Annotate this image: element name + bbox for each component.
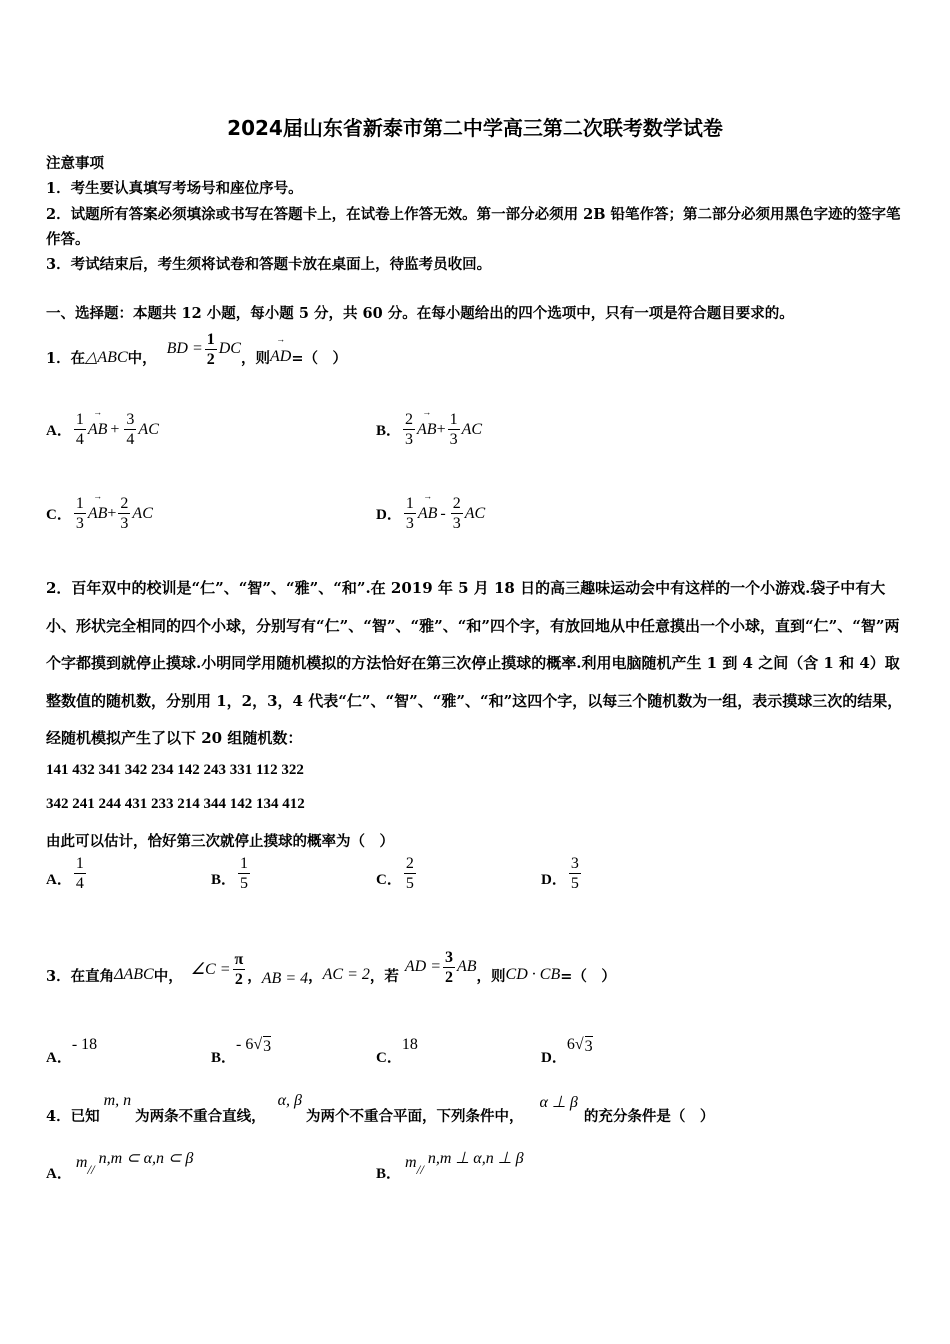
q3-angle: ∠C = xyxy=(190,961,231,978)
vector-ac: AC xyxy=(464,504,486,522)
vector-ac: AC xyxy=(132,504,153,522)
notice-heading: 注意事项 xyxy=(46,155,104,172)
option-letter: A． xyxy=(46,1166,72,1182)
q3-if: ，若 xyxy=(369,967,399,985)
option-m: m xyxy=(75,1154,88,1171)
q4-mid1: 为两条不重合直线， xyxy=(135,1108,266,1125)
q1-dc: DC xyxy=(218,340,241,357)
q4-mid2: 为两个不重合平面，下列条件中， xyxy=(306,1108,524,1125)
q3-then: ，则 xyxy=(476,967,506,985)
q1-option-c[interactable]: C． $\frac{1}{3}$ → AB + $\frac{2}{3}$ AC xyxy=(46,494,153,533)
vector-ab: → AB xyxy=(88,505,108,523)
vector-ab: → AB xyxy=(88,421,108,439)
q1-bd-expr xyxy=(167,330,241,369)
q2-random-row-1: 141 432 341 342 234 142 243 331 112 322 xyxy=(46,762,304,778)
q3-ab2: AB xyxy=(457,958,477,975)
q3-ac: AC = 2 xyxy=(322,966,370,983)
option-letter: B． xyxy=(376,1166,402,1182)
q1-mid: 中， xyxy=(127,349,157,367)
operator: + xyxy=(107,504,117,522)
vector-ac: AC xyxy=(461,420,483,438)
q2-option-a[interactable]: A． $\frac{1}{4}$ xyxy=(46,855,84,892)
q4-alpha-beta: α, β xyxy=(277,1092,303,1109)
q3-option-c[interactable] xyxy=(376,1036,418,1067)
notice-item-1: 1．考生要认真填写考场号和座位序号。 xyxy=(46,180,303,197)
option-rest: n,m ⊥ α,n ⊥ β xyxy=(427,1150,524,1167)
q1-option-d[interactable]: D． $\frac{1}{3}$ → AB - $\frac{2}{3}$ AC xyxy=(376,494,485,533)
q4-mn: m, n xyxy=(103,1092,132,1109)
option-rest: n,m ⊂ α,n ⊂ β xyxy=(98,1150,194,1167)
q1-tail: =（ ） xyxy=(291,349,347,367)
q4-option-a[interactable] xyxy=(46,1148,193,1183)
q1-ad: → AD xyxy=(270,348,291,366)
q4-perp: α ⊥ β xyxy=(539,1094,578,1111)
q4-prefix: 4．已知 xyxy=(46,1108,100,1125)
q1-then: ，则 xyxy=(240,349,270,367)
q1-option-b[interactable]: B． $\frac{2}{3}$ → AB + $\frac{1}{3}$ AC xyxy=(376,410,482,449)
q3-mid: 中， xyxy=(153,967,183,985)
parallel-symbol: // xyxy=(416,1162,424,1177)
q3-ad: AD = xyxy=(404,958,441,975)
option-root: 3 xyxy=(584,1038,593,1055)
notice-item-3: 3．考试结束后，考生须将试卷和答题卡放在桌面上，待监考员收回。 xyxy=(46,256,492,273)
question-4 xyxy=(46,1092,714,1132)
option-m: m xyxy=(405,1154,417,1171)
q4-option-b[interactable] xyxy=(376,1148,524,1183)
option-value: 18 xyxy=(401,1036,418,1053)
q3-tail: =（ ） xyxy=(560,967,616,985)
option-letter: B． xyxy=(211,872,237,888)
q3-prefix: 3．在直角 xyxy=(46,967,115,985)
option-letter: B． xyxy=(211,1050,237,1066)
vector-ab: → AB xyxy=(417,421,437,439)
q3-expr: CD · CB xyxy=(505,966,561,983)
question-1 xyxy=(46,332,347,382)
q3-comma: ， xyxy=(308,967,323,985)
q3-ad-expr: AD = $\frac{3}{2}$ AB xyxy=(404,948,477,986)
q1-bd: BD = xyxy=(166,340,203,357)
q3-triangle: ΔABC xyxy=(114,966,154,983)
q1-prefix: 1．在 xyxy=(46,349,86,367)
q1-half: $\frac{1}{2}$ xyxy=(206,330,215,368)
parallel-symbol: // xyxy=(87,1162,95,1177)
q3-option-a[interactable] xyxy=(46,1036,97,1067)
option-letter: D． xyxy=(541,1050,567,1066)
operator: + xyxy=(436,420,446,438)
option-letter: A． xyxy=(46,872,72,888)
option-letter: C． xyxy=(46,507,72,523)
option-letter: A． xyxy=(46,423,72,439)
question-3 xyxy=(46,950,616,1000)
option-letter: B． xyxy=(376,423,402,439)
q3-ab: AB = 4 xyxy=(261,970,309,987)
vector-ab: → AB xyxy=(418,505,438,523)
operator: - xyxy=(440,504,446,522)
option-letter: D． xyxy=(376,507,402,523)
option-value: - 18 xyxy=(71,1036,98,1053)
q2-random-row-2: 342 241 244 431 233 214 344 142 134 412 xyxy=(46,796,305,812)
q3-angle-expr: ∠C = $\frac{\pi}{2}$ xyxy=(190,950,244,988)
q3-comma: ， xyxy=(247,967,262,985)
q1-option-a[interactable]: A． $\frac{1}{4}$ → AB + $\frac{3}{4}$ AC xyxy=(46,410,159,449)
operator: + xyxy=(110,420,120,438)
q2-option-b[interactable]: B． $\frac{1}{5}$ xyxy=(211,855,249,892)
q4-tail: 的充分条件是（ ） xyxy=(583,1108,715,1125)
q1-triangle: △ABC xyxy=(85,349,128,366)
page-title: 2024届山东省新泰市第二中学高三第二次联考数学试卷 xyxy=(227,116,723,140)
q3-option-d[interactable]: D． 6 √ 3 xyxy=(541,1036,593,1066)
option-letter: D． xyxy=(541,872,567,888)
q2-question: 由此可以估计，恰好第三次就停止摸球的概率为（ ） xyxy=(46,833,394,850)
q2-option-d[interactable]: D． $\frac{3}{5}$ xyxy=(541,855,579,892)
vector-ac: AC xyxy=(138,420,159,438)
option-letter: C． xyxy=(376,1050,402,1066)
q2-option-c[interactable]: C． $\frac{2}{5}$ xyxy=(376,855,414,892)
option-letter: C． xyxy=(376,872,402,888)
section-heading: 一、选择题：本题共 12 小题，每小题 5 分，共 60 分。在每小题给出的四个选项中，只有一项是符合题目要求的。 xyxy=(46,305,794,322)
option-letter: A． xyxy=(46,1050,72,1066)
notice-item-2: 2．试题所有答案必须填涂或书写在答题卡上，在试卷上作答无效。第一部分必须用 2B 铅笔作答；第二部分必须用黑色字迹的签字笔作答。 xyxy=(46,206,901,248)
q3-option-b[interactable]: B． - 6 √ 3 xyxy=(211,1036,272,1066)
option-value: 6 xyxy=(566,1036,575,1053)
option-value: - 6 xyxy=(236,1036,254,1053)
question-2-text: 2．百年双中的校训是“仁”、“智”、“雅”、“和”.在 2019 年 5 月 18 日的高三趣味运动会中有这样的一个小游戏.袋子中有大小、形状完全相同的四个小球，分别写有“仁”、“智”、“雅”、“和”四个字，有放回地从中任意摸出一个小球，直到“仁”、“智”两个字都摸到就停止摸球.小明同学用随机模拟的方法恰好在第三次停止摸球的概率.利用电脑随机产生 1 到 4 之间（含 1 和 4）取整数值的随机数，分别用 1，2，3，4 代表“仁”、“智”、“雅”、“和”这四个字，以每三个随机数为一组，表示摸球三次的结果，经随机模拟产生了以下 20 组随机数： xyxy=(46,579,903,747)
option-root: 3 xyxy=(263,1038,272,1055)
